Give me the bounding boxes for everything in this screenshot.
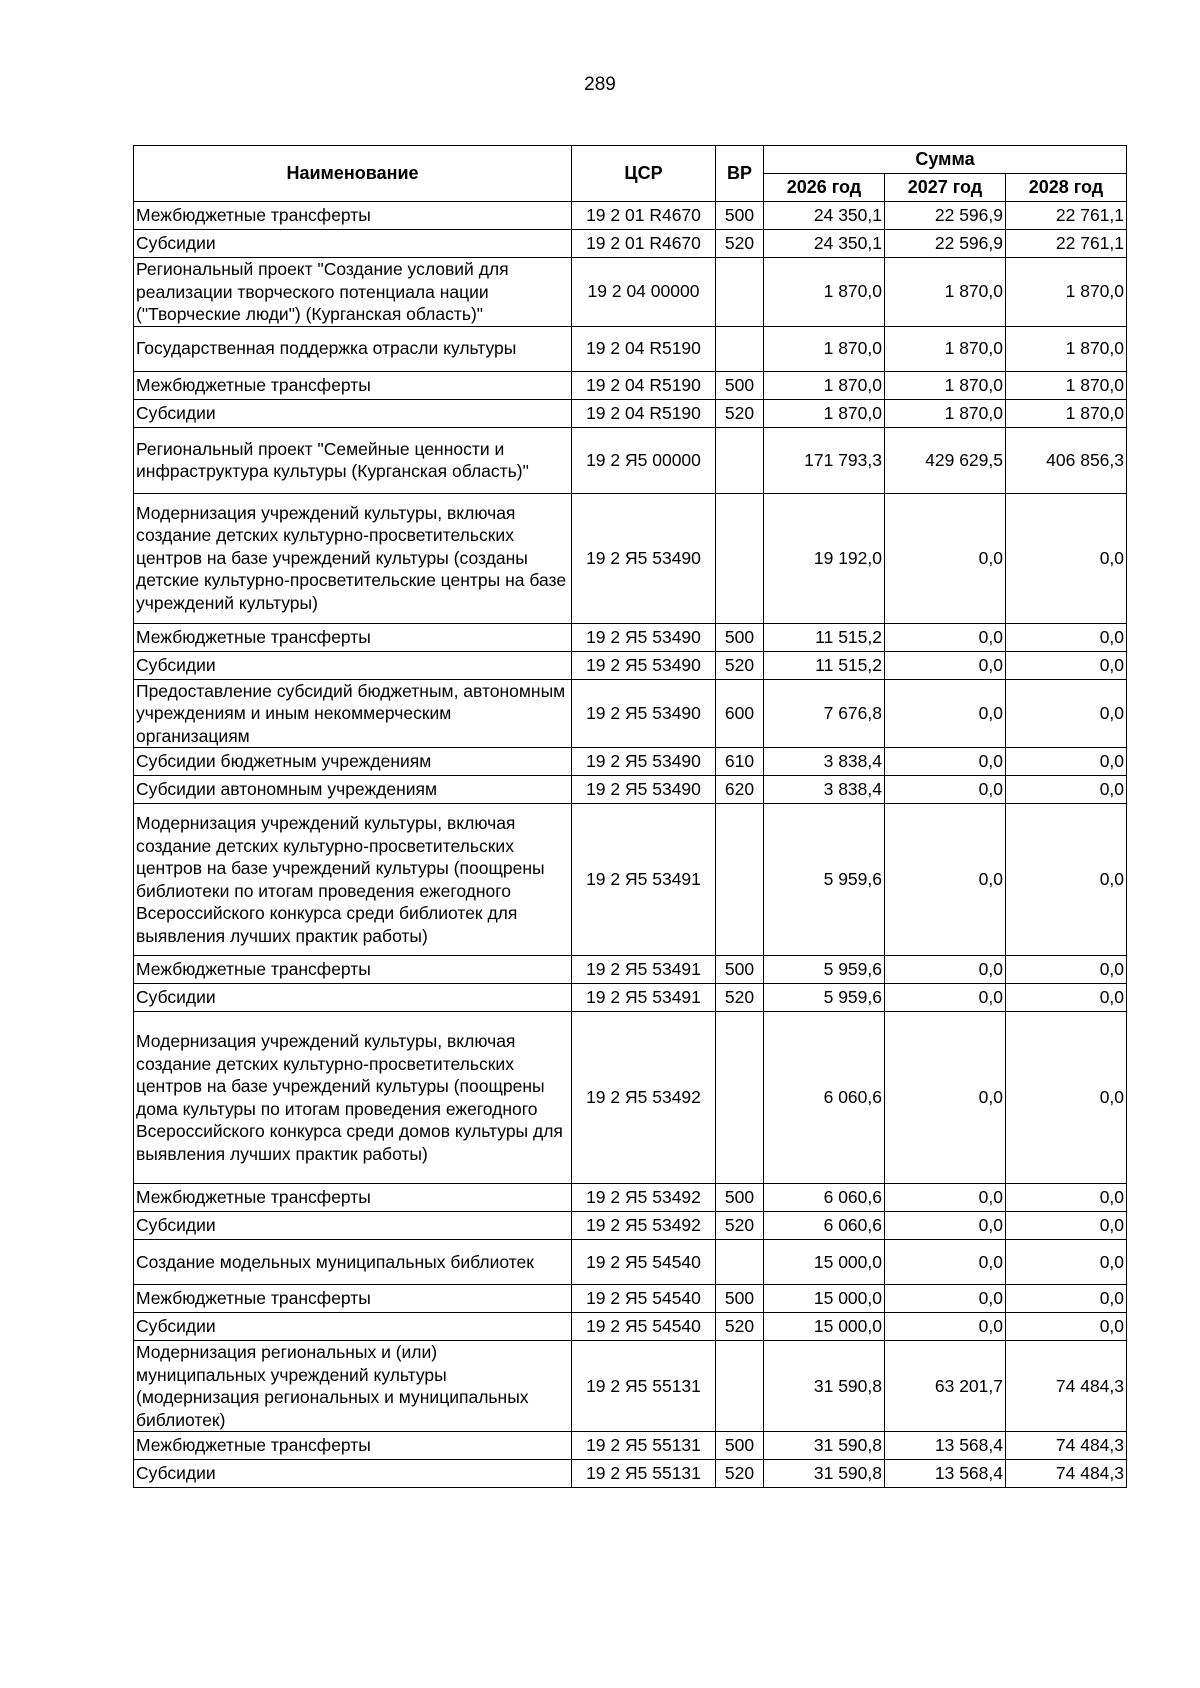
- row-csr: 19 2 04 R5190: [572, 399, 716, 427]
- header-vr: ВР: [716, 146, 764, 202]
- row-sum-2026: 24 350,1: [764, 230, 885, 258]
- row-vr: 520: [716, 399, 764, 427]
- row-vr: 500: [716, 202, 764, 230]
- table-row: [134, 1184, 1127, 1212]
- table-header: [134, 146, 1127, 202]
- row-name: Субсидии: [134, 651, 572, 679]
- row-sum-2028: 0,0: [1006, 956, 1127, 984]
- table-row: [134, 776, 1127, 804]
- row-sum-2028: 22 761,1: [1006, 202, 1127, 230]
- row-sum-2027: 0,0: [885, 1212, 1006, 1240]
- row-name: Модернизация учреждений культуры, включая создание детских культурно-просветительских центров на базе учреждений культуры (созданы детские культурно-просветительские центры на базе учреждений культуры): [134, 493, 572, 623]
- row-name: Субсидии: [134, 1313, 572, 1341]
- row-name: Субсидии бюджетным учреждениям: [134, 748, 572, 776]
- row-sum-2027: 429 629,5: [885, 427, 1006, 493]
- row-name: Межбюджетные трансферты: [134, 623, 572, 651]
- table-row: [134, 748, 1127, 776]
- row-sum-2026: 24 350,1: [764, 202, 885, 230]
- row-sum-2026: 11 515,2: [764, 651, 885, 679]
- row-sum-2026: 15 000,0: [764, 1285, 885, 1313]
- row-sum-2027: 13 568,4: [885, 1460, 1006, 1488]
- table-row: [134, 1285, 1127, 1313]
- row-csr: 19 2 Я5 53492: [572, 1212, 716, 1240]
- page-number: 289: [584, 74, 616, 95]
- row-sum-2027: 1 870,0: [885, 399, 1006, 427]
- row-name: Субсидии: [134, 1460, 572, 1488]
- row-vr: 520: [716, 984, 764, 1012]
- row-sum-2026: 6 060,6: [764, 1184, 885, 1212]
- row-name: Межбюджетные трансферты: [134, 1432, 572, 1460]
- row-name: Межбюджетные трансферты: [134, 1184, 572, 1212]
- row-csr: 19 2 Я5 53491: [572, 956, 716, 984]
- row-name: Межбюджетные трансферты: [134, 371, 572, 399]
- row-sum-2027: 13 568,4: [885, 1432, 1006, 1460]
- row-sum-2027: 0,0: [885, 984, 1006, 1012]
- row-sum-2028: 0,0: [1006, 1184, 1127, 1212]
- row-vr: [716, 493, 764, 623]
- row-csr: 19 2 01 R4670: [572, 230, 716, 258]
- table-row: [134, 371, 1127, 399]
- row-sum-2028: 0,0: [1006, 1212, 1127, 1240]
- row-csr: 19 2 04 R5190: [572, 371, 716, 399]
- row-sum-2026: 11 515,2: [764, 623, 885, 651]
- row-sum-2027: 22 596,9: [885, 202, 1006, 230]
- table-row: [134, 1432, 1127, 1460]
- row-sum-2027: 0,0: [885, 748, 1006, 776]
- table-row: [134, 1240, 1127, 1285]
- row-sum-2026: 31 590,8: [764, 1432, 885, 1460]
- row-sum-2028: 22 761,1: [1006, 230, 1127, 258]
- row-csr: 19 2 04 00000: [572, 258, 716, 327]
- row-csr: 19 2 Я5 53492: [572, 1012, 716, 1184]
- table-row: [134, 399, 1127, 427]
- table-row: [134, 202, 1127, 230]
- row-sum-2028: 0,0: [1006, 651, 1127, 679]
- row-sum-2027: 0,0: [885, 1313, 1006, 1341]
- row-sum-2028: 0,0: [1006, 623, 1127, 651]
- row-sum-2028: 0,0: [1006, 679, 1127, 748]
- row-csr: 19 2 Я5 54540: [572, 1313, 716, 1341]
- row-name: Субсидии: [134, 230, 572, 258]
- table-row: [134, 493, 1127, 623]
- row-name: Субсидии автономным учреждениям: [134, 776, 572, 804]
- table-row: [134, 258, 1127, 327]
- row-sum-2028: 406 856,3: [1006, 427, 1127, 493]
- row-sum-2028: 0,0: [1006, 776, 1127, 804]
- row-name: Модернизация учреждений культуры, включая создание детских культурно-просветительских центров на базе учреждений культуры (поощрены библиотеки по итогам проведения ежегодного Всероссийского конкурса среди библиотек для выявления лучших практик работы): [134, 804, 572, 956]
- row-sum-2026: 7 676,8: [764, 679, 885, 748]
- table-body: [134, 202, 1127, 1488]
- row-csr: 19 2 Я5 53490: [572, 651, 716, 679]
- row-sum-2026: 1 870,0: [764, 326, 885, 371]
- row-sum-2028: 1 870,0: [1006, 326, 1127, 371]
- row-csr: 19 2 Я5 54540: [572, 1285, 716, 1313]
- table-row: [134, 956, 1127, 984]
- row-vr: 520: [716, 230, 764, 258]
- row-vr: 610: [716, 748, 764, 776]
- row-vr: 500: [716, 371, 764, 399]
- row-sum-2028: 0,0: [1006, 984, 1127, 1012]
- row-csr: 19 2 Я5 53490: [572, 623, 716, 651]
- row-vr: [716, 258, 764, 327]
- row-sum-2028: 0,0: [1006, 804, 1127, 956]
- row-csr: 19 2 Я5 53490: [572, 748, 716, 776]
- row-sum-2027: 0,0: [885, 776, 1006, 804]
- row-vr: 620: [716, 776, 764, 804]
- row-name: Модернизация региональных и (или) муниципальных учреждений культуры (модернизация региональных и муниципальных библиотек): [134, 1341, 572, 1432]
- row-sum-2026: 31 590,8: [764, 1341, 885, 1432]
- table-row: [134, 984, 1127, 1012]
- table-row: [134, 326, 1127, 371]
- row-name: Субсидии: [134, 1212, 572, 1240]
- row-sum-2028: 74 484,3: [1006, 1341, 1127, 1432]
- row-sum-2028: 74 484,3: [1006, 1432, 1127, 1460]
- row-sum-2028: 0,0: [1006, 1012, 1127, 1184]
- row-csr: 19 2 Я5 53492: [572, 1184, 716, 1212]
- row-sum-2026: 5 959,6: [764, 956, 885, 984]
- row-name: Межбюджетные трансферты: [134, 1285, 572, 1313]
- row-sum-2026: 1 870,0: [764, 258, 885, 327]
- row-sum-2027: 1 870,0: [885, 371, 1006, 399]
- row-vr: 520: [716, 1460, 764, 1488]
- row-sum-2027: 0,0: [885, 1184, 1006, 1212]
- header-csr: ЦСР: [572, 146, 716, 202]
- row-csr: 19 2 Я5 55131: [572, 1432, 716, 1460]
- table-row: [134, 1212, 1127, 1240]
- row-vr: 500: [716, 1285, 764, 1313]
- row-csr: 19 2 01 R4670: [572, 202, 716, 230]
- header-year-2027: 2027 год: [885, 174, 1006, 202]
- row-sum-2026: 31 590,8: [764, 1460, 885, 1488]
- row-name: Модернизация учреждений культуры, включая создание детских культурно-просветительских центров на базе учреждений культуры (поощрены дома культуры по итогам проведения ежегодного Всероссийского конкурса среди домов культуры для выявления лучших практик работы): [134, 1012, 572, 1184]
- budget-table: [133, 145, 1127, 1488]
- row-sum-2026: 3 838,4: [764, 748, 885, 776]
- row-csr: 19 2 Я5 53490: [572, 493, 716, 623]
- row-sum-2028: 1 870,0: [1006, 399, 1127, 427]
- row-name: Межбюджетные трансферты: [134, 956, 572, 984]
- row-sum-2027: 22 596,9: [885, 230, 1006, 258]
- table-row: [134, 679, 1127, 748]
- row-name: Государственная поддержка отрасли культуры: [134, 326, 572, 371]
- row-sum-2027: 0,0: [885, 1285, 1006, 1313]
- row-sum-2027: 1 870,0: [885, 326, 1006, 371]
- row-sum-2028: 0,0: [1006, 1240, 1127, 1285]
- row-name: Создание модельных муниципальных библиотек: [134, 1240, 572, 1285]
- row-sum-2026: 1 870,0: [764, 399, 885, 427]
- row-sum-2027: 0,0: [885, 1240, 1006, 1285]
- row-sum-2026: 3 838,4: [764, 776, 885, 804]
- row-name: Предоставление субсидий бюджетным, автономным учреждениям и иным некоммерческим организациям: [134, 679, 572, 748]
- row-sum-2026: 15 000,0: [764, 1313, 885, 1341]
- row-sum-2028: 1 870,0: [1006, 258, 1127, 327]
- row-sum-2027: 1 870,0: [885, 258, 1006, 327]
- row-sum-2028: 0,0: [1006, 1313, 1127, 1341]
- row-sum-2028: 0,0: [1006, 748, 1127, 776]
- row-vr: [716, 1012, 764, 1184]
- row-sum-2028: 0,0: [1006, 1285, 1127, 1313]
- row-name: Региональный проект "Семейные ценности и инфраструктура культуры (Курганская область)": [134, 427, 572, 493]
- table-row: [134, 623, 1127, 651]
- row-name: Межбюджетные трансферты: [134, 202, 572, 230]
- row-csr: 19 2 Я5 55131: [572, 1460, 716, 1488]
- row-sum-2027: 63 201,7: [885, 1341, 1006, 1432]
- row-csr: 19 2 Я5 00000: [572, 427, 716, 493]
- row-sum-2027: 0,0: [885, 956, 1006, 984]
- row-sum-2027: 0,0: [885, 623, 1006, 651]
- row-name: Субсидии: [134, 399, 572, 427]
- row-sum-2027: 0,0: [885, 804, 1006, 956]
- row-sum-2027: 0,0: [885, 493, 1006, 623]
- row-sum-2028: 1 870,0: [1006, 371, 1127, 399]
- row-csr: 19 2 Я5 55131: [572, 1341, 716, 1432]
- row-csr: 19 2 Я5 53491: [572, 984, 716, 1012]
- row-sum-2026: 5 959,6: [764, 984, 885, 1012]
- row-name: Субсидии: [134, 984, 572, 1012]
- table-row: [134, 1313, 1127, 1341]
- row-sum-2026: 5 959,6: [764, 804, 885, 956]
- row-vr: [716, 804, 764, 956]
- row-sum-2026: 15 000,0: [764, 1240, 885, 1285]
- table-row: [134, 1460, 1127, 1488]
- row-vr: 520: [716, 1313, 764, 1341]
- row-vr: [716, 326, 764, 371]
- row-vr: 600: [716, 679, 764, 748]
- table-row: [134, 651, 1127, 679]
- table-row: [134, 230, 1127, 258]
- row-vr: 500: [716, 956, 764, 984]
- table-row: [134, 804, 1127, 956]
- row-vr: 500: [716, 1432, 764, 1460]
- table-row: [134, 1341, 1127, 1432]
- row-sum-2027: 0,0: [885, 679, 1006, 748]
- row-vr: 500: [716, 623, 764, 651]
- row-vr: 500: [716, 1184, 764, 1212]
- header-name: Наименование: [134, 146, 572, 202]
- row-vr: [716, 427, 764, 493]
- row-name: Региональный проект "Создание условий для реализации творческого потенциала нации ("Творческие люди") (Курганская область)": [134, 258, 572, 327]
- row-vr: 520: [716, 651, 764, 679]
- row-sum-2027: 0,0: [885, 1012, 1006, 1184]
- row-vr: [716, 1240, 764, 1285]
- table-row: [134, 1012, 1127, 1184]
- row-sum-2028: 0,0: [1006, 493, 1127, 623]
- row-csr: 19 2 Я5 54540: [572, 1240, 716, 1285]
- row-csr: 19 2 04 R5190: [572, 326, 716, 371]
- header-year-2028: 2028 год: [1006, 174, 1127, 202]
- row-sum-2026: 6 060,6: [764, 1012, 885, 1184]
- header-sum: Сумма: [764, 146, 1127, 174]
- row-csr: 19 2 Я5 53490: [572, 776, 716, 804]
- row-sum-2026: 171 793,3: [764, 427, 885, 493]
- row-sum-2026: 19 192,0: [764, 493, 885, 623]
- row-sum-2028: 74 484,3: [1006, 1460, 1127, 1488]
- row-sum-2026: 1 870,0: [764, 371, 885, 399]
- row-csr: 19 2 Я5 53490: [572, 679, 716, 748]
- header-year-2026: 2026 год: [764, 174, 885, 202]
- row-sum-2026: 6 060,6: [764, 1212, 885, 1240]
- row-csr: 19 2 Я5 53491: [572, 804, 716, 956]
- table-row: [134, 427, 1127, 493]
- row-vr: [716, 1341, 764, 1432]
- row-vr: 520: [716, 1212, 764, 1240]
- row-sum-2027: 0,0: [885, 651, 1006, 679]
